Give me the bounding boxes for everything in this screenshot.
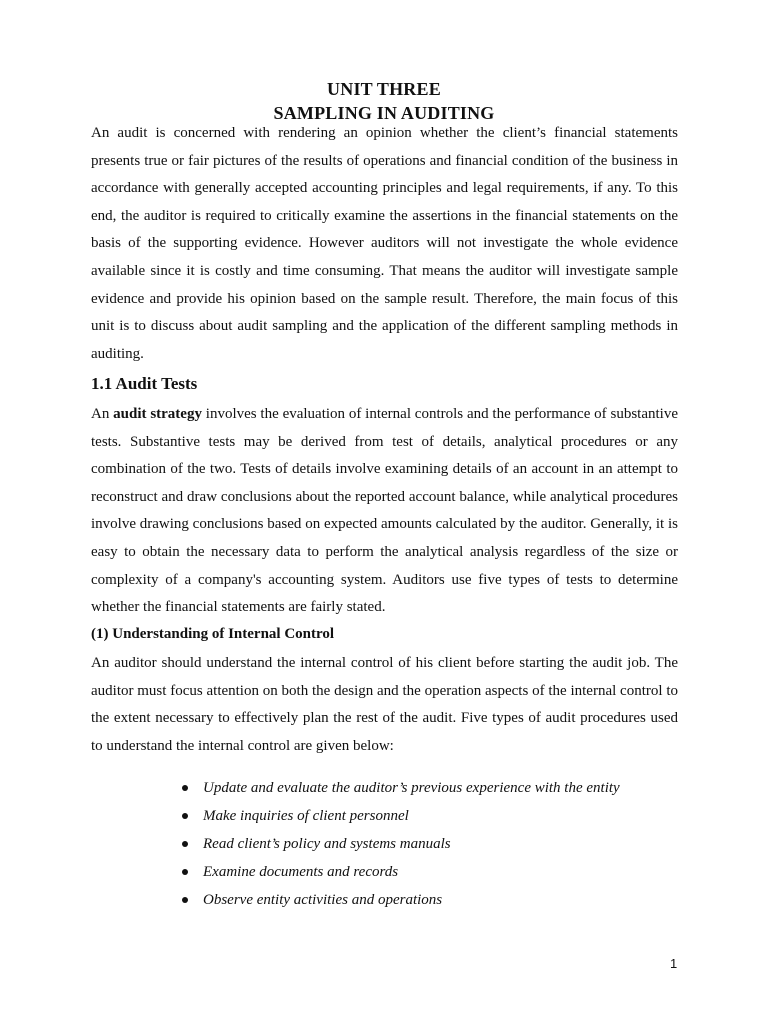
list-item-text: Examine documents and records xyxy=(203,864,399,880)
paragraph-rest: involves the evaluation of internal controls and the performance of substantive tests. Substantive tests may be derived from test of details, analytical procedures or any combination of the two. Tests of details involve examining details of an account in an attempt to reconstruct and draw conclusions about the reported account balance, while analytical procedures involve drawing conclusions based on expected amounts calculated by the auditor. Generally, it is easy to obtain the necessary data to perform the analytical analysis regardless of the size or complexity of a company's accounting system. Auditors use five types of tests to determine whether the financial statements are fairly stated. xyxy=(91,406,678,616)
unit-title: UNIT THREE xyxy=(327,79,441,99)
bullet-icon xyxy=(182,897,188,903)
bullet-icon xyxy=(182,841,188,847)
paragraph-lead: An xyxy=(91,406,114,422)
list-item-text: Read client’s policy and systems manuals xyxy=(203,836,451,852)
bullet-icon xyxy=(182,785,188,791)
list-item-text: Update and evaluate the auditor’s previous experience with the entity xyxy=(203,780,620,796)
audit-tests-paragraph xyxy=(91,401,678,622)
bullet-icon xyxy=(182,813,188,819)
page-number: 1 xyxy=(670,956,678,971)
unit-subtitle: SAMPLING IN AUDITING xyxy=(273,103,495,123)
list-item xyxy=(180,858,620,886)
internal-control-paragraph: An auditor should understand the internal control of his client before starting the audit job. The auditor must focus attention on both the design and the operation aspects of the internal control to the extent necessary to effectively plan the rest of the audit. Five types of audit procedures used to understand the internal control are given below: xyxy=(91,655,678,754)
bullet-icon xyxy=(182,869,188,875)
list-item xyxy=(180,830,620,858)
list-item-text: Make inquiries of client personnel xyxy=(203,808,409,824)
section-heading: 1.1 Audit Tests xyxy=(91,374,198,393)
list-item xyxy=(180,886,620,914)
list-item-text: Observe entity activities and operations xyxy=(203,892,443,908)
audit-strategy-term: audit strategy xyxy=(113,406,202,422)
list-item xyxy=(180,774,620,802)
procedure-list xyxy=(180,774,620,914)
list-item xyxy=(180,802,620,830)
subsection-heading: (1) Understanding of Internal Control xyxy=(91,626,335,642)
intro-paragraph: An audit is concerned with rendering an opinion whether the client’s financial statements presents true or fair pictures of the results of operations and financial condition of the business in accordance with generally accepted accounting principles and legal requirements, if any. To this end, the auditor is required to critically examine the assertions in the financial statements on the basis of the supporting evidence. However auditors will not investigate the whole evidence available since it is costly and time consuming. That means the auditor will investigate sample evidence and provide his opinion based on the sample result. Therefore, the main focus of this unit is to discuss about audit sampling and the application of the different sampling methods in auditing. xyxy=(91,125,678,362)
